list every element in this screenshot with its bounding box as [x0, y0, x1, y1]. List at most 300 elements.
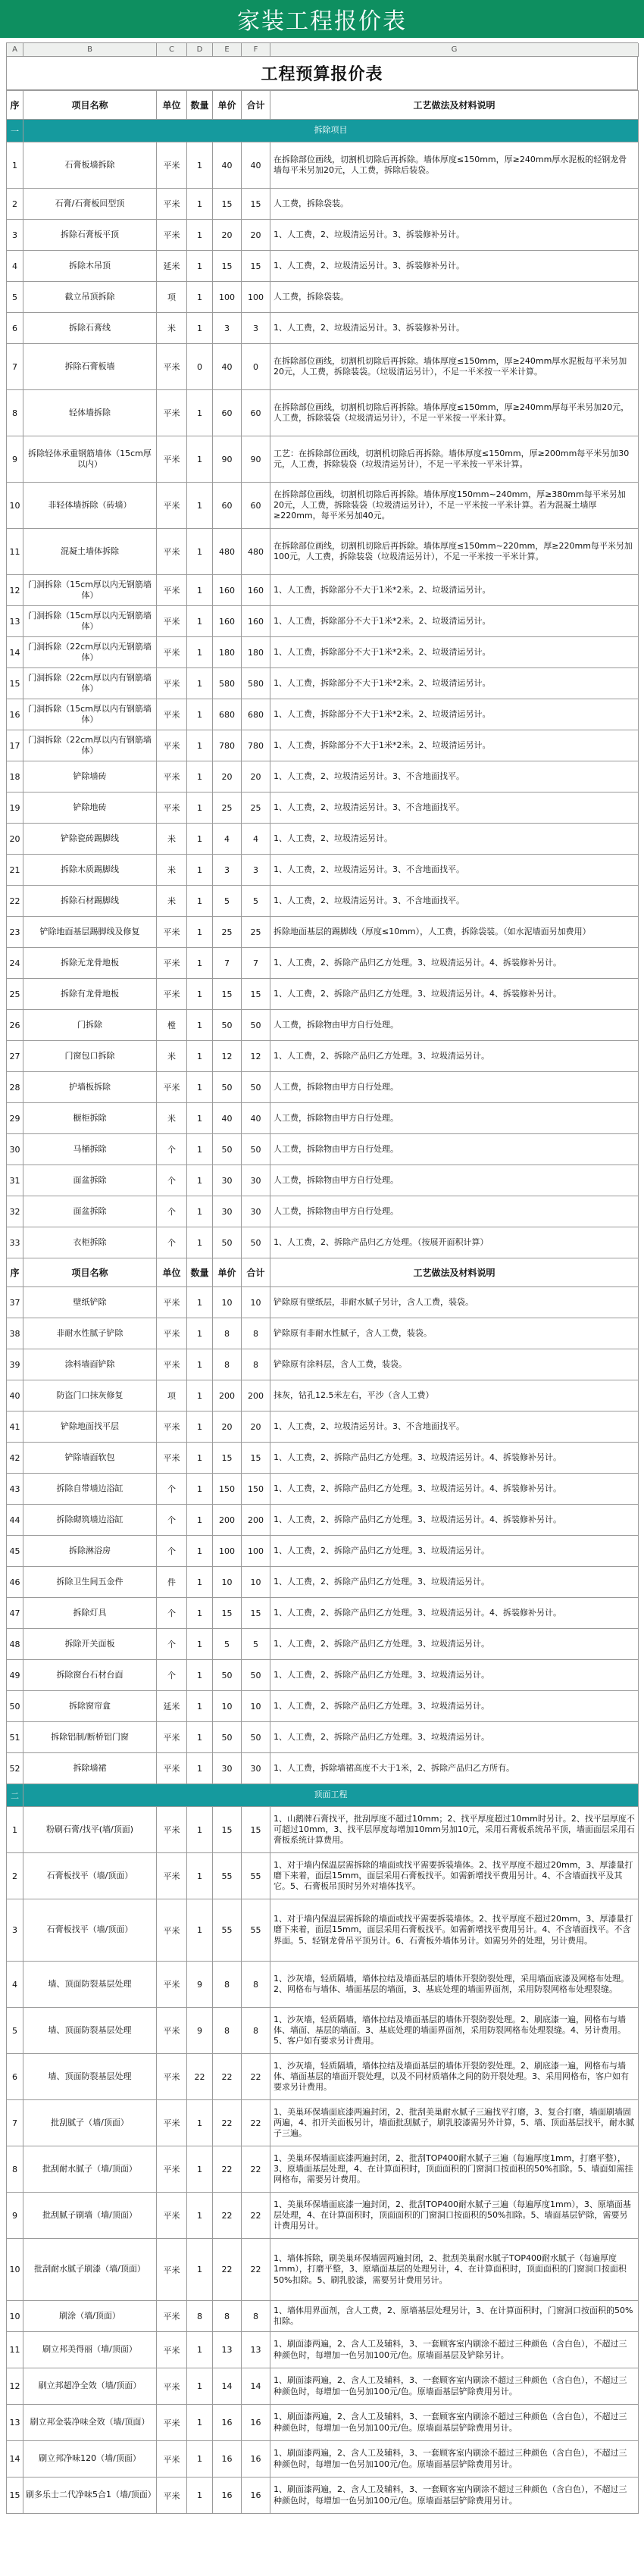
row-qty[interactable]: 1 — [187, 1807, 213, 1853]
row-name[interactable]: 拆除砌筑墙边浴缸 — [23, 1505, 157, 1536]
row-name[interactable]: 铲除墙砖 — [23, 761, 157, 792]
row-price[interactable]: 200 — [213, 1380, 242, 1411]
row-qty[interactable]: 1 — [187, 1165, 213, 1196]
row-name[interactable]: 拆除灯具 — [23, 1598, 157, 1629]
row-no[interactable]: 24 — [7, 948, 23, 979]
row-name[interactable]: 混凝土墙体拆除 — [23, 529, 157, 575]
row-total[interactable]: 4 — [242, 824, 270, 855]
row-name[interactable]: 面盆拆除 — [23, 1165, 157, 1196]
row-price[interactable]: 25 — [213, 792, 242, 824]
row-unit[interactable]: 延米 — [157, 1691, 187, 1722]
row-price[interactable]: 20 — [213, 220, 242, 251]
row-unit[interactable]: 个 — [157, 1474, 187, 1505]
row-qty[interactable]: 1 — [187, 2478, 213, 2514]
row-unit[interactable]: 平米 — [157, 1411, 187, 1443]
row-total[interactable]: 14 — [242, 2368, 270, 2405]
row-name[interactable]: 刷立邦超净全效（墙/顶面） — [23, 2368, 157, 2405]
row-name[interactable]: 护墙板拆除 — [23, 1072, 157, 1103]
row-no[interactable]: 42 — [7, 1443, 23, 1474]
row-unit[interactable]: 个 — [157, 1598, 187, 1629]
row-desc[interactable]: 1、人工费，2、拆除产品归乙方处理。3、垃圾清运另计。4、拆装修补另计。 — [270, 1443, 639, 1474]
row-no[interactable]: 16 — [7, 699, 23, 730]
row-total[interactable]: 8 — [242, 1962, 270, 2008]
row-price[interactable]: 55 — [213, 1899, 242, 1962]
row-price[interactable]: 10 — [213, 1287, 242, 1318]
row-total[interactable]: 480 — [242, 529, 270, 575]
column-letter[interactable]: A — [7, 43, 23, 57]
row-price[interactable]: 100 — [213, 282, 242, 313]
row-no[interactable]: 33 — [7, 1227, 23, 1258]
row-unit[interactable]: 平米 — [157, 2008, 187, 2054]
row-price[interactable]: 15 — [213, 1443, 242, 1474]
row-qty[interactable]: 1 — [187, 1103, 213, 1134]
row-desc[interactable]: 在拆除部位画线，切割机切除后再拆除。墙体厚度≤150mm~220mm，厚≥220mm每平米另加100元，人工费，拆除装袋（垃圾清运另计），不足一平米按一平米计算。 — [270, 529, 639, 575]
row-price[interactable]: 3 — [213, 855, 242, 886]
row-no[interactable]: 4 — [7, 1962, 23, 2008]
row-total[interactable]: 100 — [242, 1536, 270, 1567]
row-desc[interactable]: 铲除原有壁纸层，非耐水腻子另计，含人工费，装袋。 — [270, 1287, 639, 1318]
row-no[interactable]: 2 — [7, 189, 23, 220]
row-desc[interactable]: 1、人工费，2、拆除产品归乙方处理。3、垃圾清运另计。4、拆装修补另计。 — [270, 979, 639, 1010]
row-total[interactable]: 50 — [242, 1010, 270, 1041]
row-price[interactable]: 160 — [213, 575, 242, 606]
row-no[interactable]: 14 — [7, 2441, 23, 2478]
row-name[interactable]: 拆除石膏线 — [23, 313, 157, 344]
row-unit[interactable]: 平米 — [157, 606, 187, 637]
row-name[interactable]: 拆除无龙骨地板 — [23, 948, 157, 979]
row-name[interactable]: 轻体墙拆除 — [23, 390, 157, 436]
row-desc[interactable]: 工艺：在拆除部位画线，切割机切除后再拆除。墙体厚度≤150mm，厚≥200mm每平米另加30元，人工费，拆除装袋（垃圾清运另计），不足一平米按一平米计算。 — [270, 436, 639, 483]
row-unit[interactable]: 平米 — [157, 979, 187, 1010]
row-no[interactable]: 1 — [7, 1807, 23, 1853]
row-no[interactable]: 41 — [7, 1411, 23, 1443]
row-price[interactable]: 60 — [213, 390, 242, 436]
row-unit[interactable]: 平米 — [157, 1853, 187, 1899]
row-desc[interactable]: 拆除地面基层的踢脚线（厚度≤10mm），人工费，拆除袋装。（如水泥墙面另加费用） — [270, 917, 639, 948]
row-name[interactable]: 拆除轻体承重钢筋墙体（15cm厚以内） — [23, 436, 157, 483]
row-price[interactable]: 8 — [213, 2301, 242, 2332]
row-unit[interactable]: 个 — [157, 1629, 187, 1660]
row-total[interactable]: 50 — [242, 1227, 270, 1258]
row-unit[interactable]: 平米 — [157, 2054, 187, 2100]
row-no[interactable]: 48 — [7, 1629, 23, 1660]
row-price[interactable]: 16 — [213, 2405, 242, 2441]
row-total[interactable]: 50 — [242, 1660, 270, 1691]
row-unit[interactable]: 平米 — [157, 2441, 187, 2478]
row-desc[interactable]: 1、人工费，拆除部分不大于1米*2米。2、垃圾清运另计。 — [270, 575, 639, 606]
row-total[interactable]: 780 — [242, 730, 270, 761]
row-total[interactable]: 10 — [242, 1287, 270, 1318]
row-price[interactable]: 22 — [213, 2146, 242, 2193]
row-total[interactable]: 15 — [242, 189, 270, 220]
row-no[interactable]: 17 — [7, 730, 23, 761]
row-name[interactable]: 石膏板墙拆除 — [23, 142, 157, 189]
row-name[interactable]: 石膏板找平（墙/顶面） — [23, 1899, 157, 1962]
row-total[interactable]: 8 — [242, 1349, 270, 1380]
row-name[interactable]: 刷涂（墙/顶面） — [23, 2301, 157, 2332]
row-total[interactable]: 15 — [242, 1807, 270, 1853]
row-total[interactable]: 680 — [242, 699, 270, 730]
row-total[interactable]: 22 — [242, 2054, 270, 2100]
row-qty[interactable]: 8 — [187, 2301, 213, 2332]
row-no[interactable]: 37 — [7, 1287, 23, 1318]
row-unit[interactable]: 平米 — [157, 761, 187, 792]
row-price[interactable]: 180 — [213, 637, 242, 668]
row-total[interactable]: 22 — [242, 2100, 270, 2146]
row-price[interactable]: 50 — [213, 1227, 242, 1258]
row-qty[interactable]: 1 — [187, 2193, 213, 2239]
row-unit[interactable]: 个 — [157, 1196, 187, 1227]
row-desc[interactable]: 铲除原有涂料层，含人工费，装袋。 — [270, 1349, 639, 1380]
row-name[interactable]: 拆除窗帘盒 — [23, 1691, 157, 1722]
row-no[interactable]: 23 — [7, 917, 23, 948]
row-qty[interactable]: 1 — [187, 2368, 213, 2405]
row-name[interactable]: 墙、顶面防裂基层处理 — [23, 2054, 157, 2100]
row-name[interactable]: 铲除地砖 — [23, 792, 157, 824]
row-price[interactable]: 50 — [213, 1010, 242, 1041]
row-desc[interactable]: 在拆除部位画线，切割机切除后再拆除。墙体厚度≤150mm，厚≥240mm厚水泥板每平米另加20元，人工费，拆除装袋。（垃圾清运另计），不足一平米按一平米计算。 — [270, 344, 639, 390]
row-price[interactable]: 4 — [213, 824, 242, 855]
row-no[interactable]: 5 — [7, 282, 23, 313]
row-unit[interactable]: 樘 — [157, 1010, 187, 1041]
row-price[interactable]: 7 — [213, 948, 242, 979]
row-qty[interactable]: 1 — [187, 189, 213, 220]
row-qty[interactable]: 1 — [187, 142, 213, 189]
row-desc[interactable]: 1、刷面漆两遍，2、含人工及辅料，3、一套顾客室内刷涂不超过三种颜色（含白色），不超过三种颜色时，每增加一色另加100元/色。原墙面基层铲除费用另计。 — [270, 2405, 639, 2441]
row-unit[interactable]: 平米 — [157, 2193, 187, 2239]
row-total[interactable]: 55 — [242, 1853, 270, 1899]
row-unit[interactable]: 米 — [157, 1041, 187, 1072]
row-qty[interactable]: 1 — [187, 313, 213, 344]
row-desc[interactable]: 1、人工费，2、拆除产品归乙方处理。（按展开面积计算） — [270, 1227, 639, 1258]
row-no[interactable]: 38 — [7, 1318, 23, 1349]
row-desc[interactable]: 人工费，拆除物由甲方自行处理。 — [270, 1134, 639, 1165]
row-unit[interactable]: 平米 — [157, 1443, 187, 1474]
row-qty[interactable]: 1 — [187, 855, 213, 886]
row-name[interactable]: 拆除淋浴房 — [23, 1536, 157, 1567]
row-desc[interactable]: 1、山鹅牌石膏找平，批刮厚度不超过10mm；2、找平厚度超过10mm时另计。2、找平层厚度不可超过10mm，3、找平层厚度每增加10mm另加10元，采用石膏板系统吊平顶，墙面面层采用石膏板系统计算费用。 — [270, 1807, 639, 1853]
row-no[interactable]: 9 — [7, 436, 23, 483]
row-desc[interactable]: 1、人工费，2、拆除产品归乙方处理。3、垃圾清运另计。 — [270, 1041, 639, 1072]
row-price[interactable]: 13 — [213, 2332, 242, 2368]
row-no[interactable]: 11 — [7, 2332, 23, 2368]
row-price[interactable]: 40 — [213, 344, 242, 390]
row-price[interactable]: 8 — [213, 1962, 242, 2008]
row-name[interactable]: 面盆拆除 — [23, 1196, 157, 1227]
row-qty[interactable]: 1 — [187, 606, 213, 637]
row-name[interactable]: 门洞拆除（22cm厚以内无钢筋墙体） — [23, 637, 157, 668]
row-desc[interactable]: 人工费，拆除袋装。 — [270, 282, 639, 313]
row-desc[interactable]: 1、刷面漆两遍，2、含人工及辅料，3、一套顾客室内刷涂不超过三种颜色（含白色），不超过三种颜色时，每增加一色另加100元/色。原墙面基层铲除费用另计。 — [270, 2478, 639, 2514]
row-price[interactable]: 60 — [213, 483, 242, 529]
row-unit[interactable]: 平米 — [157, 1962, 187, 2008]
row-no[interactable]: 49 — [7, 1660, 23, 1691]
row-no[interactable]: 10 — [7, 2301, 23, 2332]
row-name[interactable]: 墙、顶面防裂基层处理 — [23, 1962, 157, 2008]
row-qty[interactable]: 1 — [187, 2405, 213, 2441]
row-total[interactable]: 15 — [242, 979, 270, 1010]
row-no[interactable]: 32 — [7, 1196, 23, 1227]
row-qty[interactable]: 1 — [187, 1753, 213, 1784]
row-unit[interactable]: 平米 — [157, 436, 187, 483]
row-qty[interactable]: 0 — [187, 344, 213, 390]
row-name[interactable]: 拆除卫生间五金件 — [23, 1567, 157, 1598]
row-price[interactable]: 160 — [213, 606, 242, 637]
row-qty[interactable]: 9 — [187, 1962, 213, 2008]
row-name[interactable]: 墙、顶面防裂基层处理 — [23, 2008, 157, 2054]
row-unit[interactable]: 平米 — [157, 730, 187, 761]
row-unit[interactable]: 项 — [157, 282, 187, 313]
row-desc[interactable]: 1、人工费，2、垃圾清运另计。3、拆装修补另计。 — [270, 220, 639, 251]
row-no[interactable]: 25 — [7, 979, 23, 1010]
row-desc[interactable]: 人工费，拆除物由甲方自行处理。 — [270, 1165, 639, 1196]
row-name[interactable]: 拆除铝制/断桥铝门窗 — [23, 1722, 157, 1753]
row-name[interactable]: 门拆除 — [23, 1010, 157, 1041]
row-total[interactable]: 50 — [242, 1072, 270, 1103]
row-total[interactable]: 22 — [242, 2146, 270, 2193]
row-name[interactable]: 衣柜拆除 — [23, 1227, 157, 1258]
row-no[interactable]: 12 — [7, 2368, 23, 2405]
row-total[interactable]: 5 — [242, 886, 270, 917]
row-qty[interactable]: 1 — [187, 1443, 213, 1474]
row-desc[interactable]: 1、人工费，2、垃圾清运另计。 — [270, 824, 639, 855]
row-desc[interactable]: 1、刷面漆两遍，2、含人工及辅料，3、一套顾客室内刷涂不超过三种颜色（含白色），不超过三种颜色时，每增加一色另加100元/色。原墙面基层铲除费用另计。 — [270, 2441, 639, 2478]
row-price[interactable]: 25 — [213, 917, 242, 948]
row-price[interactable]: 100 — [213, 1536, 242, 1567]
row-unit[interactable]: 米 — [157, 824, 187, 855]
row-no[interactable]: 4 — [7, 251, 23, 282]
row-name[interactable]: 防盗门口抹灰修复 — [23, 1380, 157, 1411]
row-no[interactable]: 2 — [7, 1853, 23, 1899]
row-total[interactable]: 20 — [242, 220, 270, 251]
row-price[interactable]: 8 — [213, 1318, 242, 1349]
row-price[interactable]: 680 — [213, 699, 242, 730]
row-unit[interactable]: 平米 — [157, 220, 187, 251]
row-unit[interactable]: 平米 — [157, 1349, 187, 1380]
row-total[interactable]: 10 — [242, 1691, 270, 1722]
row-unit[interactable]: 个 — [157, 1227, 187, 1258]
row-price[interactable]: 8 — [213, 2008, 242, 2054]
row-price[interactable]: 16 — [213, 2478, 242, 2514]
row-price[interactable]: 22 — [213, 2239, 242, 2301]
row-name[interactable]: 涂料墙面铲除 — [23, 1349, 157, 1380]
row-price[interactable]: 40 — [213, 142, 242, 189]
row-qty[interactable]: 1 — [187, 575, 213, 606]
row-unit[interactable]: 个 — [157, 1505, 187, 1536]
row-name[interactable]: 批刮腻子（墙/顶面） — [23, 2100, 157, 2146]
row-no[interactable]: 20 — [7, 824, 23, 855]
row-qty[interactable]: 22 — [187, 2054, 213, 2100]
row-desc[interactable]: 1、墙体用界面剂，含人工费，2、原墙基层处理另计，3、在计算面积时，门窗洞口按面积的50%扣除。 — [270, 2301, 639, 2332]
row-total[interactable]: 22 — [242, 2239, 270, 2301]
row-price[interactable]: 580 — [213, 668, 242, 699]
row-desc[interactable]: 1、人工费，2、垃圾清运另计。3、拆装修补另计。 — [270, 313, 639, 344]
row-unit[interactable]: 平米 — [157, 1287, 187, 1318]
row-qty[interactable]: 1 — [187, 2146, 213, 2193]
row-no[interactable]: 15 — [7, 668, 23, 699]
row-unit[interactable]: 平米 — [157, 792, 187, 824]
row-desc[interactable]: 1、人工费，2、拆除产品归乙方处理。3、垃圾清运另计。 — [270, 1536, 639, 1567]
row-total[interactable]: 30 — [242, 1753, 270, 1784]
row-name[interactable]: 铲除墙面软包 — [23, 1443, 157, 1474]
row-desc[interactable]: 1、人工费，2、拆除产品归乙方处理。3、垃圾清运另计。 — [270, 1660, 639, 1691]
row-qty[interactable]: 1 — [187, 1072, 213, 1103]
row-qty[interactable]: 1 — [187, 220, 213, 251]
row-desc[interactable]: 1、人工费，2、拆除产品归乙方处理。3、垃圾清运另计。4、拆装修补另计。 — [270, 948, 639, 979]
row-price[interactable]: 5 — [213, 886, 242, 917]
row-total[interactable]: 30 — [242, 1196, 270, 1227]
row-no[interactable]: 28 — [7, 1072, 23, 1103]
row-desc[interactable]: 人工费，拆除袋装。 — [270, 189, 639, 220]
row-desc[interactable]: 1、人工费，2、拆除产品归乙方处理。3、垃圾清运另计。 — [270, 1629, 639, 1660]
row-qty[interactable]: 1 — [187, 436, 213, 483]
row-name[interactable]: 刷立邦净味120（墙/顶面） — [23, 2441, 157, 2478]
row-unit[interactable]: 平米 — [157, 390, 187, 436]
row-qty[interactable]: 1 — [187, 1196, 213, 1227]
row-qty[interactable]: 1 — [187, 1010, 213, 1041]
column-letter[interactable]: C — [157, 43, 187, 57]
row-total[interactable]: 16 — [242, 2405, 270, 2441]
row-no[interactable]: 3 — [7, 1899, 23, 1962]
row-price[interactable]: 5 — [213, 1629, 242, 1660]
row-no[interactable]: 5 — [7, 2008, 23, 2054]
row-total[interactable]: 25 — [242, 792, 270, 824]
row-qty[interactable]: 1 — [187, 2100, 213, 2146]
row-no[interactable]: 39 — [7, 1349, 23, 1380]
row-qty[interactable]: 1 — [187, 1349, 213, 1380]
row-no[interactable]: 50 — [7, 1691, 23, 1722]
row-qty[interactable]: 1 — [187, 1380, 213, 1411]
row-total[interactable]: 0 — [242, 344, 270, 390]
row-desc[interactable]: 铲除原有非耐水性腻子，含人工费，装袋。 — [270, 1318, 639, 1349]
row-total[interactable]: 200 — [242, 1380, 270, 1411]
row-no[interactable]: 27 — [7, 1041, 23, 1072]
column-letter[interactable]: E — [213, 43, 242, 57]
row-name[interactable]: 铲除地面找平层 — [23, 1411, 157, 1443]
row-no[interactable]: 51 — [7, 1722, 23, 1753]
row-qty[interactable]: 1 — [187, 730, 213, 761]
row-unit[interactable]: 平米 — [157, 189, 187, 220]
row-total[interactable]: 160 — [242, 606, 270, 637]
row-name[interactable]: 拆除开关面板 — [23, 1629, 157, 1660]
row-no[interactable]: 13 — [7, 2405, 23, 2441]
row-price[interactable]: 50 — [213, 1072, 242, 1103]
row-desc[interactable]: 1、沙灰墙，轻质隔墙，墙体拉结及墙面基层的墙体开裂防裂处理。2、刷底漆一遍，网格布与墙体、墙面基层的墙面开裂处理，以及不同材质墙体之间的防开裂处理。3、采用网格布，客户如有要求另计费用。 — [270, 2054, 639, 2100]
row-desc[interactable]: 1、人工费，2、垃圾清运另计。3、不含地面找平。 — [270, 886, 639, 917]
row-name[interactable]: 批刮耐水腻子刷漆（墙/顶面） — [23, 2239, 157, 2301]
row-unit[interactable]: 米 — [157, 855, 187, 886]
row-name[interactable]: 批刮耐水腻子（墙/顶面） — [23, 2146, 157, 2193]
row-name[interactable]: 门洞拆除（15cm厚以内有钢筋墙体） — [23, 699, 157, 730]
row-no[interactable]: 40 — [7, 1380, 23, 1411]
row-name[interactable]: 拆除石膏板墙 — [23, 344, 157, 390]
row-price[interactable]: 22 — [213, 2193, 242, 2239]
row-desc[interactable]: 1、人工费，2、垃圾清运另计。3、不含地面找平。 — [270, 1411, 639, 1443]
row-qty[interactable]: 1 — [187, 1660, 213, 1691]
row-desc[interactable]: 1、人工费，2、拆除产品归乙方处理。3、垃圾清运另计。 — [270, 1691, 639, 1722]
row-unit[interactable]: 平米 — [157, 2239, 187, 2301]
row-total[interactable]: 150 — [242, 1474, 270, 1505]
row-desc[interactable]: 1、沙灰墙，轻质隔墙，墙体拉结及墙面基层的墙体开裂防裂处理。2、刷底漆一遍，网格布与墙体、墙面、基层的墙面。3、基底处理的墙面界面剂，采用防裂网格布处理裂缝。4、另计费用。5、客户如有要求另计费用。 — [270, 2008, 639, 2054]
row-unit[interactable]: 米 — [157, 313, 187, 344]
row-total[interactable]: 20 — [242, 761, 270, 792]
row-unit[interactable]: 件 — [157, 1567, 187, 1598]
row-no[interactable]: 7 — [7, 2100, 23, 2146]
row-qty[interactable]: 1 — [187, 917, 213, 948]
row-no[interactable]: 44 — [7, 1505, 23, 1536]
row-desc[interactable]: 1、美巢环保墙面底漆两遍封闭，2、批刮美巢耐水腻子三遍找平打磨，3、复合打磨，墙面刷墙固两遍，4、扣开关面板另计，墙面批刮腻子，刷乳胶漆需另外计算，5、墙、顶面基层找平，耐水腻子三遍。 — [270, 2100, 639, 2146]
row-no[interactable]: 8 — [7, 2146, 23, 2193]
row-unit[interactable]: 平米 — [157, 2332, 187, 2368]
row-qty[interactable]: 1 — [187, 1287, 213, 1318]
row-desc[interactable]: 抹灰，钻孔12.5米左右，平沙（含人工费） — [270, 1380, 639, 1411]
row-unit[interactable]: 延米 — [157, 251, 187, 282]
row-no[interactable]: 18 — [7, 761, 23, 792]
row-no[interactable]: 47 — [7, 1598, 23, 1629]
row-name[interactable]: 拆除木吊顶 — [23, 251, 157, 282]
row-desc[interactable]: 1、人工费，2、拆除产品归乙方处理。3、垃圾清运另计。4、拆装修补另计。 — [270, 1505, 639, 1536]
row-total[interactable]: 580 — [242, 668, 270, 699]
row-qty[interactable]: 1 — [187, 1318, 213, 1349]
row-total[interactable]: 40 — [242, 142, 270, 189]
row-desc[interactable]: 1、刷面漆两遍，2、含人工及辅料，3、一套顾客室内刷涂不超过三种颜色（含白色），不超过三种颜色时，每增加一色另加100元/色。原墙面基层及铲除另计。 — [270, 2332, 639, 2368]
row-desc[interactable]: 在拆除部位画线，切割机切除后再拆除。墙体厚度≤150mm，厚≥240mm厚水泥板的轻钢龙骨墙每平米另加20元，人工费，拆除后装袋。 — [270, 142, 639, 189]
row-name[interactable]: 铲除地面基层踢脚线及修复 — [23, 917, 157, 948]
row-total[interactable]: 8 — [242, 1318, 270, 1349]
row-unit[interactable]: 项 — [157, 1380, 187, 1411]
row-total[interactable]: 160 — [242, 575, 270, 606]
row-name[interactable]: 拆除石材踢脚线 — [23, 886, 157, 917]
row-qty[interactable]: 1 — [187, 1411, 213, 1443]
row-qty[interactable]: 9 — [187, 2008, 213, 2054]
row-desc[interactable]: 1、人工费，拆除部分不大于1米*2米。2、垃圾清运另计。 — [270, 668, 639, 699]
row-price[interactable]: 200 — [213, 1505, 242, 1536]
row-name[interactable]: 马桶拆除 — [23, 1134, 157, 1165]
row-total[interactable]: 180 — [242, 637, 270, 668]
row-unit[interactable]: 米 — [157, 1103, 187, 1134]
row-name[interactable]: 非耐水性腻子铲除 — [23, 1318, 157, 1349]
row-unit[interactable]: 平米 — [157, 2100, 187, 2146]
row-desc[interactable]: 1、沙灰墙，轻质隔墙，墙体拉结及墙面基层的墙体开裂防裂处理，采用墙面底漆及网格布处理。2、网格布与墙体、墙面基层的墙面，3、基底处理的墙面界面剂，采用防裂网格布处理裂缝。 — [270, 1962, 639, 2008]
row-desc[interactable]: 1、人工费，2、拆除产品归乙方处理。3、垃圾清运另计。 — [270, 1567, 639, 1598]
row-qty[interactable]: 1 — [187, 251, 213, 282]
row-no[interactable]: 46 — [7, 1567, 23, 1598]
row-name[interactable]: 拆除木质踢脚线 — [23, 855, 157, 886]
row-total[interactable]: 100 — [242, 282, 270, 313]
row-desc[interactable]: 1、美巢环保墙面底漆一遍封闭，2、批刮TOP400耐水腻子三遍（每遍厚度1mm），3、原墙面基层处理，4、在计算面积时，顶面面积的门窗洞口按面积的50%扣除。5、墙面基层铲除，需要另计费用另计。 — [270, 2193, 639, 2239]
row-no[interactable]: 29 — [7, 1103, 23, 1134]
row-unit[interactable]: 个 — [157, 1134, 187, 1165]
row-desc[interactable]: 1、人工费，2、拆除产品归乙方处理。3、垃圾清运另计。4、拆装修补另计。 — [270, 1598, 639, 1629]
row-unit[interactable]: 米 — [157, 886, 187, 917]
row-name[interactable]: 拆除有龙骨地板 — [23, 979, 157, 1010]
row-total[interactable]: 5 — [242, 1629, 270, 1660]
row-total[interactable]: 8 — [242, 2008, 270, 2054]
row-total[interactable]: 90 — [242, 436, 270, 483]
row-price[interactable]: 8 — [213, 1349, 242, 1380]
row-desc[interactable]: 1、人工费，2、垃圾清运另计。3、不含地面找平。 — [270, 761, 639, 792]
row-qty[interactable]: 1 — [187, 948, 213, 979]
row-unit[interactable]: 平米 — [157, 917, 187, 948]
row-price[interactable]: 16 — [213, 2441, 242, 2478]
row-desc[interactable]: 在拆除部位画线，切割机切除后再拆除。墙体厚度150mm~240mm，厚≥380mm每平米另加20元，人工费，拆除装袋（垃圾清运另计），不足一平米按一平米计算。若为混凝土墙厚≥220mm，每平米另加40元。 — [270, 483, 639, 529]
row-no[interactable]: 22 — [7, 886, 23, 917]
row-no[interactable]: 9 — [7, 2193, 23, 2239]
row-unit[interactable]: 平米 — [157, 483, 187, 529]
column-letter[interactable]: B — [23, 43, 157, 57]
row-name[interactable]: 拆除石膏板平顶 — [23, 220, 157, 251]
row-unit[interactable]: 平米 — [157, 2405, 187, 2441]
